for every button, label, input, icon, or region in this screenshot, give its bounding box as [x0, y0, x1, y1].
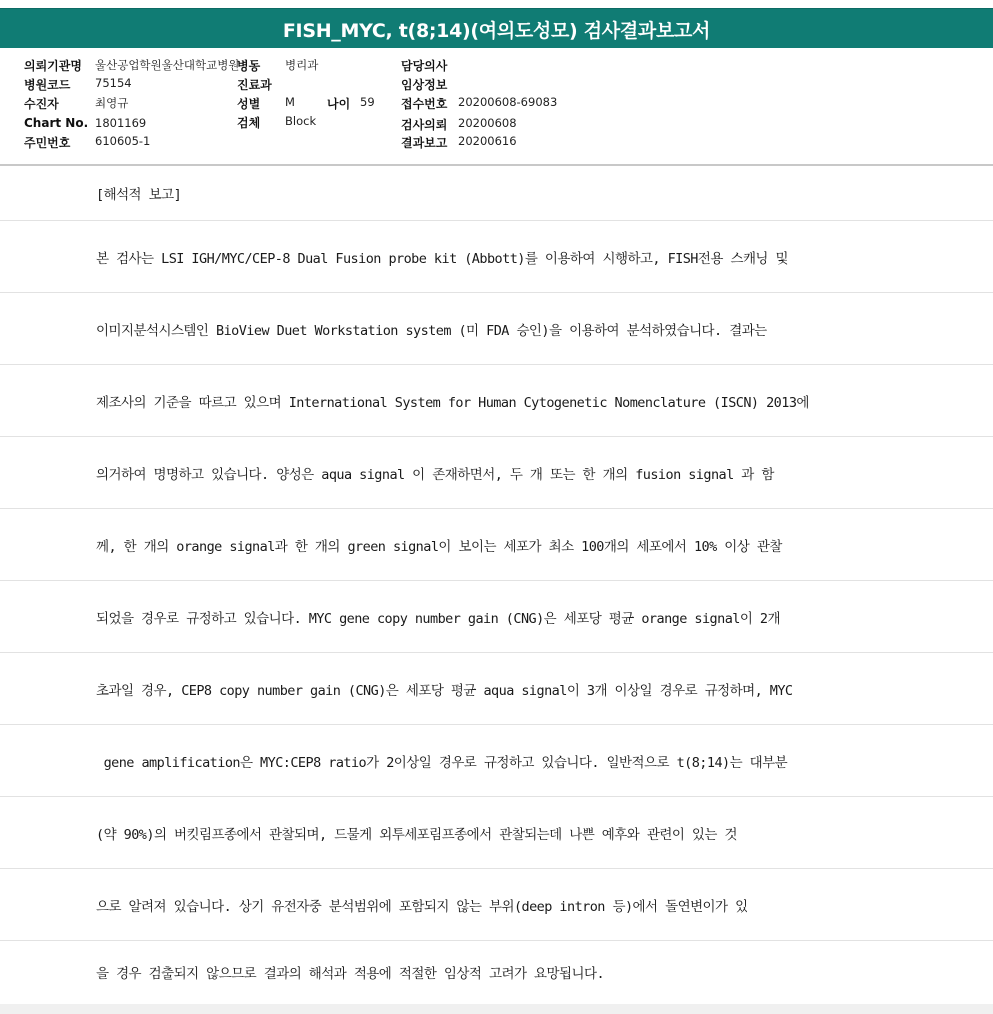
report-line-text: 본 검사는 LSI IGH/MYC/CEP-8 Dual Fusion probe kit (Abbott)를 이용하여 시행하고, FISH전용 스캐닝 및 — [96, 250, 788, 267]
ward-value: 병리과 — [285, 58, 319, 72]
report-line-text: gene amplification은 MYC:CEP8 ratio가 2이상일 경우로 규정하고 있습니다. 일반적으로 t(8;14)는 대부분 — [96, 754, 788, 771]
report-line — [0, 941, 993, 1003]
age-label: 나이 — [327, 97, 351, 111]
resident-no-label: 주민번호 — [24, 136, 71, 150]
report-line-text: 제조사의 기준을 따르고 있으며 International System for Human Cytogenetic Nomenclature (ISCN) 2013에 — [96, 394, 809, 411]
chart-no-label: Chart No. — [24, 116, 89, 130]
report-line-text: 의거하여 명명하고 있습니다. 양성은 aqua signal 이 존재하면서, 두 개 또는 한 개의 fusion signal 과 함 — [96, 466, 774, 483]
department-label: 진료과 — [237, 78, 272, 92]
specimen-value: Block — [285, 114, 317, 128]
age-value: 59 — [360, 95, 375, 109]
patient-name-label: 수진자 — [24, 97, 59, 111]
report-line-text: 으로 알려져 있습니다. 상기 유전자중 분석범위에 포함되지 않는 부위(deep intron 등)에서 돌연변이가 있 — [96, 898, 748, 915]
report-line-text: 이미지분석시스템인 BioView Duet Workstation system (미 FDA 승인)을 이용하여 분석하였습니다. 결과는 — [96, 322, 767, 339]
ward-label: 병동 — [237, 59, 261, 73]
report-date-value: 20200616 — [458, 134, 517, 148]
report-heading: [해석적 보고] — [96, 187, 182, 203]
report-line-text: 되었을 경우로 규정하고 있습니다. MYC gene copy number gain (CNG)은 세포당 평균 orange signal이 2개 — [96, 610, 780, 627]
report-line — [0, 581, 993, 653]
patient-info-panel — [0, 48, 993, 166]
report-line — [0, 221, 993, 293]
report-line — [0, 653, 993, 725]
interpretive-report — [0, 166, 993, 1004]
hospital-code-value: 75154 — [95, 76, 132, 90]
top-strip — [0, 0, 993, 8]
resident-no-value: 610605-1 — [95, 134, 151, 148]
report-line — [0, 725, 993, 797]
requester-label: 의뢰기관명 — [24, 59, 82, 73]
sex-label: 성별 — [237, 97, 261, 111]
report-line — [0, 797, 993, 869]
report-line-text: (약 90%)의 버킷림프종에서 관찰되며, 드물게 외투세포림프종에서 관찰되는데 나쁜 예후와 관련이 있는 것 — [96, 826, 737, 843]
report-line-text: 을 경우 검출되지 않으므로 결과의 해석과 적용에 적절한 임상적 고려가 요망됩니다. — [96, 966, 605, 982]
request-date-value: 20200608 — [458, 116, 517, 130]
report-line — [0, 437, 993, 509]
bottom-bar — [0, 1004, 993, 1014]
specimen-label: 검체 — [237, 116, 261, 130]
sex-value: M — [285, 95, 295, 109]
hospital-code-label: 병원코드 — [24, 78, 71, 92]
receipt-no-label: 접수번호 — [401, 97, 448, 111]
receipt-no-value: 20200608-69083 — [458, 95, 558, 109]
report-date-label: 결과보고 — [401, 136, 448, 150]
report-line — [0, 365, 993, 437]
report-line — [0, 509, 993, 581]
report-title: FISH_MYC, t(8;14)(여의도성모) 검사결과보고서 — [282, 19, 711, 42]
patient-name-value: 최영규 — [95, 96, 129, 110]
report-header — [0, 8, 993, 49]
report-line-text: 께, 한 개의 orange signal과 한 개의 green signal이 보이는 세포가 최소 100개의 세포에서 10% 이상 관찰 — [96, 538, 782, 555]
requester-value: 울산공업학원울산대학교병원 — [95, 58, 240, 72]
report-line — [0, 293, 993, 365]
chart-no-value: 1801169 — [95, 116, 147, 130]
report-line-text: 초과일 경우, CEP8 copy number gain (CNG)은 세포당 평균 aqua signal이 3개 이상일 경우로 규정하며, MYC — [96, 682, 793, 699]
request-date-label: 검사의뢰 — [401, 118, 448, 132]
report-heading-line — [0, 166, 993, 221]
report-line — [0, 869, 993, 941]
doctor-label: 담당의사 — [401, 59, 448, 73]
clinical-info-label: 임상정보 — [401, 78, 448, 92]
